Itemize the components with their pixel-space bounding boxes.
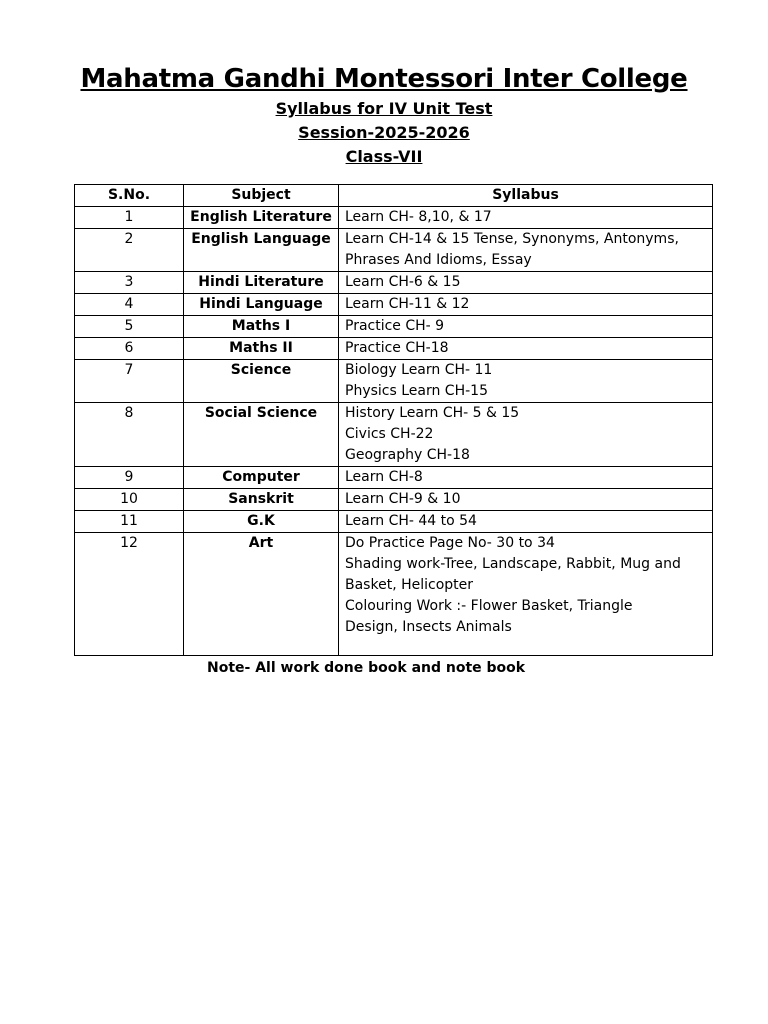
session-label: Session-2025-2026 (298, 123, 470, 142)
row-subject: Science (184, 360, 339, 403)
table-row (75, 467, 713, 489)
syllabus-line: Physics Learn CH-15 (345, 383, 488, 399)
row-syllabus (339, 294, 713, 316)
column-header-sno: S.No. (75, 185, 184, 207)
row-sno: 3 (75, 272, 184, 294)
row-subject: Maths II (184, 338, 339, 360)
row-syllabus (339, 403, 713, 467)
syllabus-table (74, 184, 713, 656)
row-syllabus (339, 511, 713, 533)
school-title: Mahatma Gandhi Montessori Inter College (80, 64, 688, 94)
row-sno: 8 (75, 403, 184, 467)
test-title: Syllabus for IV Unit Test (275, 99, 493, 118)
syllabus-line: Learn CH-14 & 15 Tense, Synonyms, Antonyms, (345, 231, 679, 247)
table-row (75, 294, 713, 316)
table-row (75, 272, 713, 294)
syllabus-line: Colouring Work :- Flower Basket, Triangle (345, 598, 633, 614)
row-syllabus (339, 360, 713, 403)
row-sno: 10 (75, 489, 184, 511)
syllabus-line: Basket, Helicopter (345, 577, 474, 593)
row-subject: Social Science (184, 403, 339, 467)
row-subject: English Literature (184, 207, 339, 229)
row-syllabus (339, 272, 713, 294)
syllabus-line: Learn CH-9 & 10 (345, 491, 461, 507)
syllabus-line: Design, Insects Animals (345, 619, 512, 635)
row-sno: 2 (75, 229, 184, 272)
syllabus-line: Learn CH- 44 to 54 (345, 513, 477, 529)
table-row (75, 489, 713, 511)
syllabus-line: Do Practice Page No- 30 to 34 (345, 535, 555, 551)
row-syllabus (339, 316, 713, 338)
row-sno: 5 (75, 316, 184, 338)
syllabus-line: Practice CH- 9 (345, 318, 445, 334)
syllabus-line: Learn CH-8 (345, 469, 423, 485)
row-subject: Hindi Literature (184, 272, 339, 294)
row-syllabus (339, 489, 713, 511)
row-subject: English Language (184, 229, 339, 272)
column-header-syllabus: Syllabus (339, 185, 713, 207)
row-sno: 9 (75, 467, 184, 489)
row-subject: Maths I (184, 316, 339, 338)
column-header-subject: Subject (184, 185, 339, 207)
row-sno: 6 (75, 338, 184, 360)
table-row (75, 316, 713, 338)
row-subject: Computer (184, 467, 339, 489)
row-subject: G.K (184, 511, 339, 533)
row-subject: Sanskrit (184, 489, 339, 511)
row-syllabus (339, 338, 713, 360)
syllabus-line: Geography CH-18 (345, 447, 470, 463)
row-sno: 7 (75, 360, 184, 403)
row-sno: 11 (75, 511, 184, 533)
class-label: Class-VII (345, 147, 423, 166)
table-row (75, 511, 713, 533)
row-subject: Art (184, 533, 339, 656)
table-row (75, 360, 713, 403)
syllabus-line: History Learn CH- 5 & 15 (345, 405, 520, 421)
syllabus-line: Practice CH-18 (345, 340, 449, 356)
row-syllabus (339, 229, 713, 272)
table-row (75, 229, 713, 272)
table-header-row (75, 185, 713, 207)
syllabus-line: Shading work-Tree, Landscape, Rabbit, Mug and (345, 556, 681, 572)
syllabus-line: Learn CH- 8,10, & 17 (345, 209, 492, 225)
syllabus-line: Learn CH-6 & 15 (345, 274, 461, 290)
row-syllabus (339, 467, 713, 489)
syllabus-line: Biology Learn CH- 11 (345, 362, 493, 378)
table-row (75, 533, 713, 656)
table-row (75, 403, 713, 467)
row-sno: 12 (75, 533, 184, 656)
row-subject: Hindi Language (184, 294, 339, 316)
syllabus-line: Civics CH-22 (345, 426, 434, 442)
note-text: Note- All work done book and note book (207, 660, 526, 676)
table-row (75, 207, 713, 229)
syllabus-line: Phrases And Idioms, Essay (345, 252, 532, 268)
row-sno: 1 (75, 207, 184, 229)
table-row (75, 338, 713, 360)
row-syllabus (339, 533, 713, 656)
syllabus-line: Learn CH-11 & 12 (345, 296, 470, 312)
row-syllabus (339, 207, 713, 229)
row-sno: 4 (75, 294, 184, 316)
